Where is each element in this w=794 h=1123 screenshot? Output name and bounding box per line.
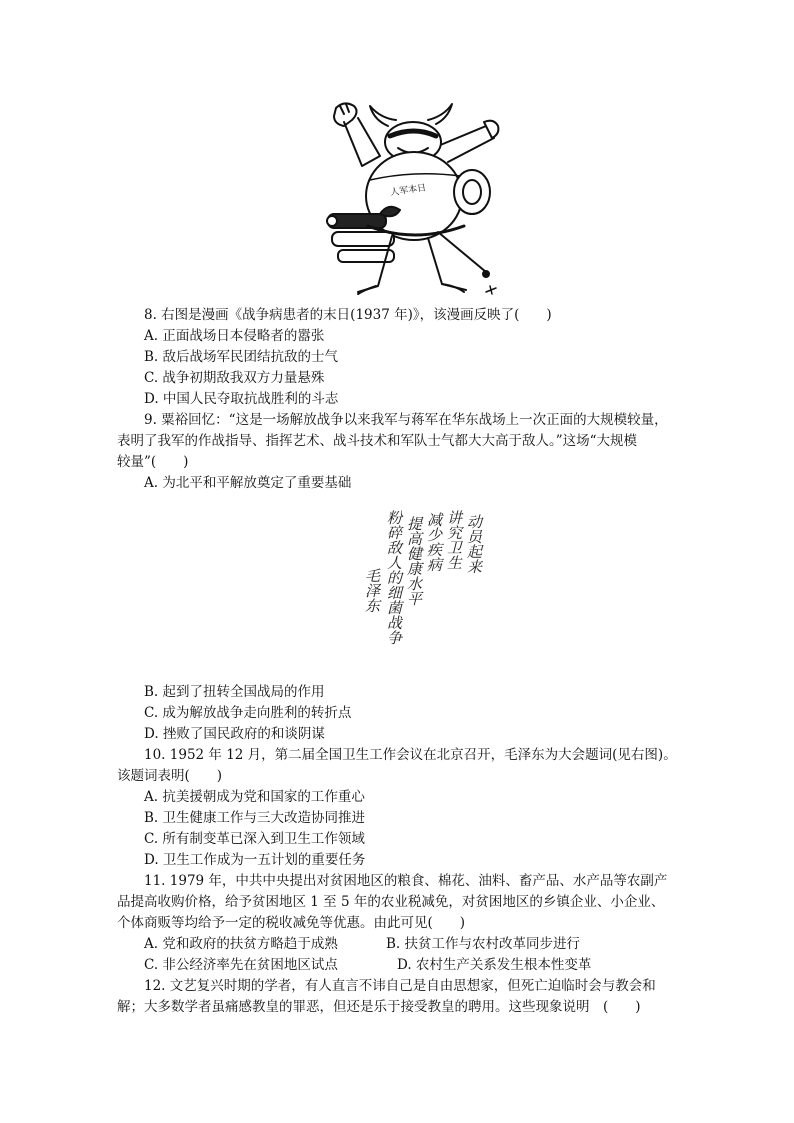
q11-option-d: D. 农村生产关系发生根本性变革 xyxy=(397,957,592,973)
q11-stem-line3: 个体商贩等均给予一定的税收减免等优惠。由此可见( ) xyxy=(117,915,466,931)
q11-stem-line1: 11. 1979 年，中共中央提出对贫困地区的粮食、棉花、油料、畜产品、水产品等农副产 xyxy=(144,873,668,889)
q11-option-b: B. 扶贫工作与农村改革同步进行 xyxy=(386,936,581,952)
q10-option-c: C. 所有制变革已深入到卫生工作领域 xyxy=(144,831,365,847)
callig-col-5: 粉碎敌人的细菌战争 xyxy=(385,510,403,645)
q8-option-b: B. 敌后战场军民团结抗敌的士气 xyxy=(144,349,339,365)
q10-option-d: D. 卫生工作成为一五计划的重要任务 xyxy=(144,852,366,868)
q11-option-a: A. 党和政府的扶贫方略趋于成熟 xyxy=(144,936,338,952)
q10-option-a: A. 抗美援朝成为党和国家的工作重心 xyxy=(144,789,365,805)
q9-stem-line2: 表明了我军的作战指导、指挥艺术、战斗技术和军队士气都大大高于敌人。”这场“大规模 xyxy=(117,433,638,449)
q9-option-a: A. 为北平和平解放奠定了重要基础 xyxy=(144,475,352,491)
q9-stem-line3: 较量”( ) xyxy=(117,454,189,470)
callig-col-6: 毛泽东 xyxy=(363,568,381,613)
q11-stem-line2: 品提高收购价格，给予贫困地区 1 至 5 年的农业税减免，对贫困地区的乡镇企业、小企业、 xyxy=(117,894,665,910)
q8-stem: 8. 右图是漫画《战争病患者的末日(1937 年)》，该漫画反映了( ) xyxy=(144,307,552,323)
q11-option-c: C. 非公经济率先在贫困地区试点 xyxy=(144,957,338,973)
q8-option-a: A. 正面战场日本侵略者的嚣张 xyxy=(144,328,325,344)
q9-option-d: D. 挫败了国民政府的和谈阴谋 xyxy=(144,726,325,742)
q9-stem-line1: 9. 粟裕回忆：“这是一场解放战争以来我军与蒋军在华东战场上一次正面的大规模较量， xyxy=(144,412,668,428)
mao-calligraphy-inscription xyxy=(362,502,488,678)
q12-stem-line2: 解；大多数学者虽痛感教皇的罪恶，但还是乐于接受教皇的聘用。这些现象说明 ( ) xyxy=(117,999,641,1015)
q9-option-b: B. 起到了扭转全国战局的作用 xyxy=(144,684,325,700)
q10-option-b: B. 卫生健康工作与三大改造协同推进 xyxy=(144,810,366,826)
callig-col-1: 动员起来 xyxy=(465,514,483,574)
q12-stem-line1: 12. 文艺复兴时期的学者，有人直言不讳自己是自由思想家，但死亡迫临时会与教会和 xyxy=(144,978,656,994)
callig-col-4: 提高健康水平 xyxy=(405,516,423,606)
q10-stem-line1: 10. 1952 年 12 月，第二届全国卫生工作会议在北京召开，毛泽东为大会题词(见右图)。 xyxy=(144,747,677,763)
q8-option-c: C. 战争初期敌我双方力量悬殊 xyxy=(144,370,325,386)
callig-col-3: 减少疾病 xyxy=(425,512,443,572)
q9-option-c: C. 成为解放战争走向胜利的转折点 xyxy=(144,705,352,721)
q10-stem-line2: 该题词表明( ) xyxy=(117,768,223,784)
war-cartoon-illustration xyxy=(318,96,504,302)
cartoon-belt-text: 人军本日 xyxy=(389,183,427,199)
callig-col-2: 讲究卫生 xyxy=(445,510,463,570)
q8-option-d: D. 中国人民夺取抗战胜利的斗志 xyxy=(144,391,339,407)
